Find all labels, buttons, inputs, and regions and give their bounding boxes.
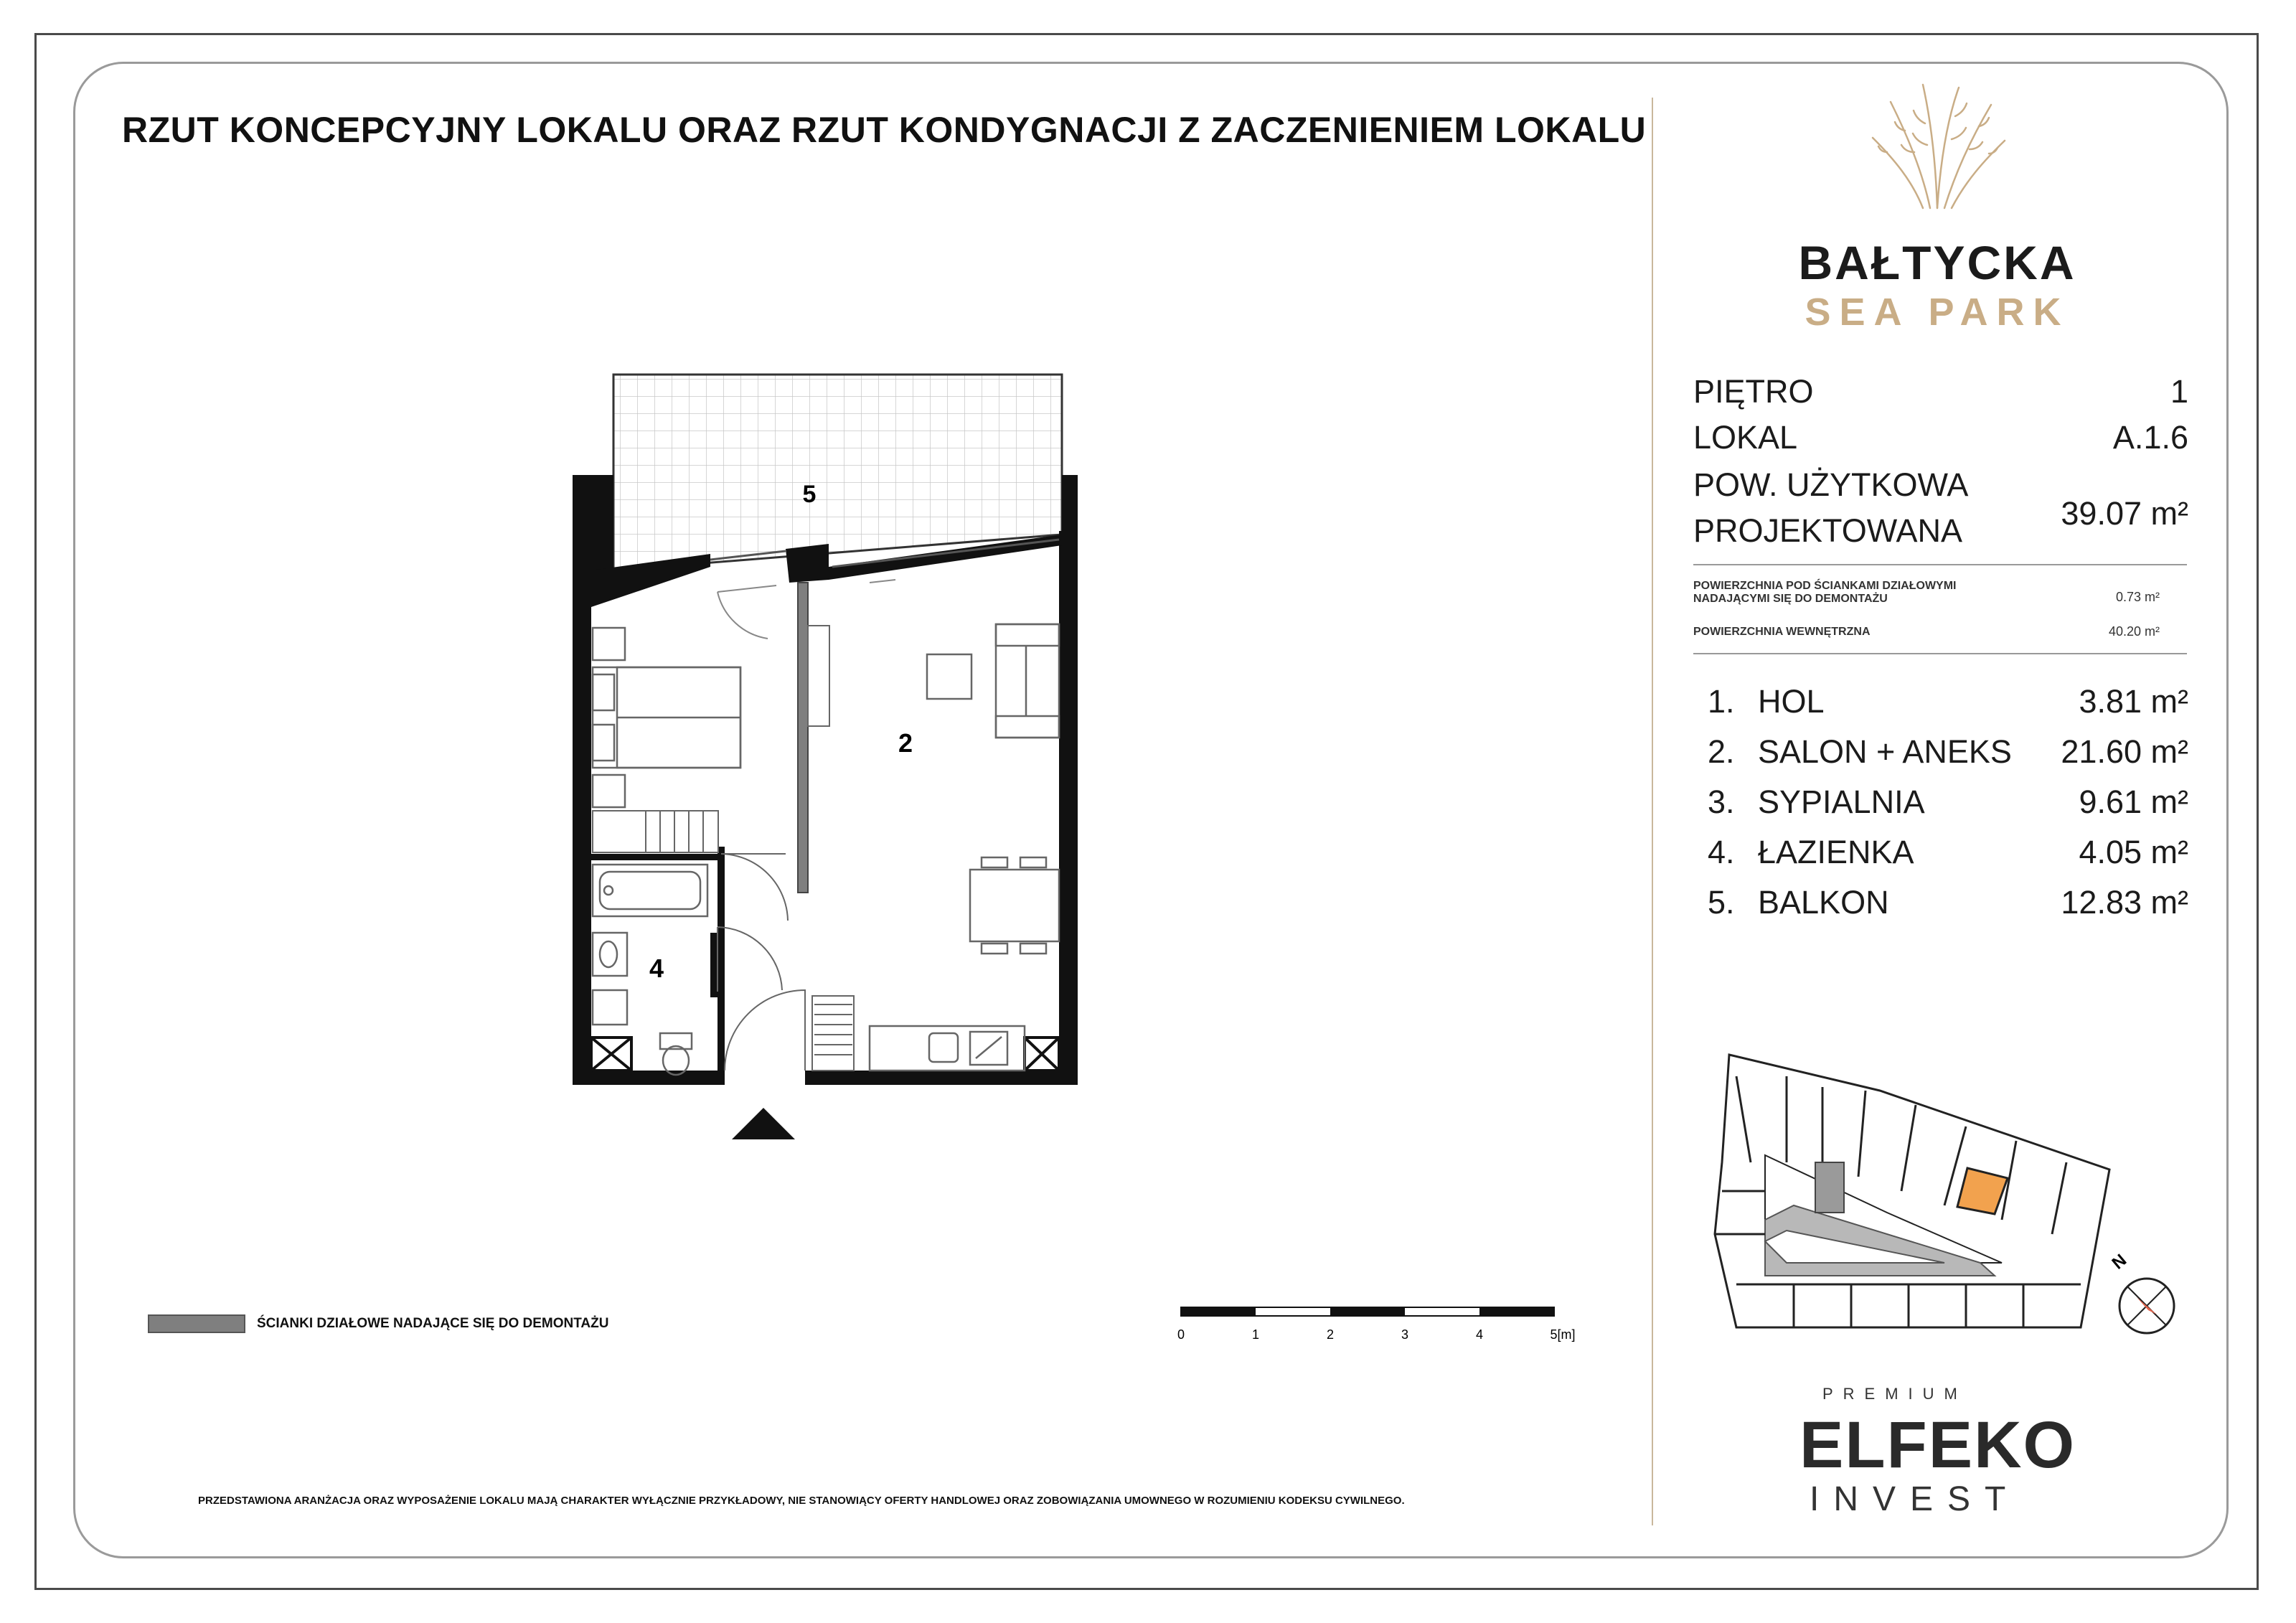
scale-tick-4: 4 [1475,1327,1484,1342]
legend-label: ŚCIANKI DZIAŁOWE NADAJĄCE SIĘ DO DEMONTAŻU [257,1316,609,1331]
room-area: 21.60 m² [2061,733,2188,770]
brand-logo-grass [1851,80,2023,210]
wardrobe [593,811,718,852]
scale-tick-5: 5[m] [1550,1327,1576,1342]
panel-divider [1652,98,1653,1525]
balcony-door-right [870,580,895,583]
balcony [613,375,1062,570]
room-name: SALON + ANEKS [1758,733,2012,770]
room-row [1708,733,2188,776]
room-label-bathroom: 4 [649,954,664,983]
room-area: 12.83 m² [2061,884,2188,921]
room-row [1708,884,2188,927]
washbasin [593,933,627,976]
unit-value: A.1.6 [2112,419,2188,456]
exterior-walls [573,475,1078,1085]
scale-tick-3: 3 [1401,1327,1409,1342]
kitchen-counter [870,1026,1025,1071]
sofa [996,624,1059,738]
partition-label-line2: NADAJĄCYMI SIĘ DO DEMONTAŻU [1693,593,1888,605]
brand-subname: SEA PARK [1805,291,2070,334]
compass-north-label: N [2108,1250,2131,1274]
room-label-salon: 2 [898,728,913,758]
area-value: 39.07 m² [2061,495,2188,532]
room-name: ŁAZIENKA [1758,834,1914,870]
partition-area [1693,580,2188,606]
unit-label: LOKAL [1693,419,1798,456]
shaft-right [1025,1038,1059,1071]
legend-swatch [148,1314,245,1333]
disclaimer: PRZEDSTAWIONA ARANŻACJA ORAZ WYPOSAŻENIE LOKALU MAJĄ CHARAKTER WYŁĄCZNIE PRZYKŁADOWY, NIE STANOWIĄCY OFERTY HANDLOWEJ ORAZ ZOBOWIĄZANIA UMOWNEGO W ROZUMIENIU KODEKSU CYWILNEGO. [198,1495,1405,1507]
scale-tick-0: 0 [1177,1327,1185,1342]
divider-1 [1693,564,2187,565]
entrance-door [725,990,805,1071]
bathroom-door [718,927,782,992]
utility-cabinet [812,996,854,1071]
internal-value: 40.20 m² [2108,624,2160,639]
bathtub [593,865,707,916]
area-label-line1: POW. UŻYTKOWA [1693,466,1969,503]
washing-machine [593,990,627,1025]
tv-unit [808,626,829,726]
partition-value: 0.73 m² [2115,590,2160,604]
internal-label: POWIERZCHNIA WEWNĘTRZNA [1693,626,1871,638]
shaft-left [591,1038,631,1071]
partition-label-line1: POWIERZCHNIA POD ŚCIANKAMI DZIAŁOWYMI [1693,580,1957,592]
entrance-marker [732,1108,795,1139]
room-row [1708,834,2188,877]
scale-bar [1177,1307,1576,1342]
internal-area [1693,626,2188,639]
demountable-wall [798,583,808,893]
balcony-door-left [718,585,776,639]
room-area: 4.05 m² [2079,834,2188,870]
bedroom-door [721,854,788,921]
room-area: 9.61 m² [2079,784,2188,820]
legend [148,1314,608,1333]
developer-premium: PREMIUM [1822,1385,1967,1403]
room-row [1708,683,2188,726]
room-number: 3. [1708,784,1735,820]
area-label-line2: PROJEKTOWANA [1693,512,1963,549]
developer-invest: INVEST [1810,1480,2020,1518]
developer-name: ELFEKO [1799,1408,2076,1482]
toilet [660,1033,692,1075]
room-name: HOL [1758,683,1825,720]
room-row [1708,784,2188,827]
room-name: BALKON [1758,884,1889,921]
page-title: RZUT KONCEPCYJNY LOKALU ORAZ RZUT KONDYGNACJI Z ZACZENIENIEM LOKALU [122,110,1647,150]
scale-tick-1: 1 [1251,1327,1260,1342]
room-label-balcony: 5 [802,481,817,508]
brand-name: BAŁTYCKA [1798,236,2076,289]
room-number: 4. [1708,834,1735,870]
coffee-table [927,654,971,699]
compass [2109,1251,2174,1333]
room-number: 5. [1708,884,1735,921]
dining-table [970,857,1059,954]
floor-value: 1 [2170,373,2188,410]
scale-tick-2: 2 [1326,1327,1335,1342]
room-name: SYPIALNIA [1758,784,1925,820]
bed [593,628,740,807]
building-key-plan [1708,1048,2196,1349]
room-number: 2. [1708,733,1735,770]
room-number: 1. [1708,683,1735,720]
room-area: 3.81 m² [2079,683,2188,720]
floor-label: PIĘTRO [1693,373,1814,410]
divider-2 [1693,653,2187,654]
